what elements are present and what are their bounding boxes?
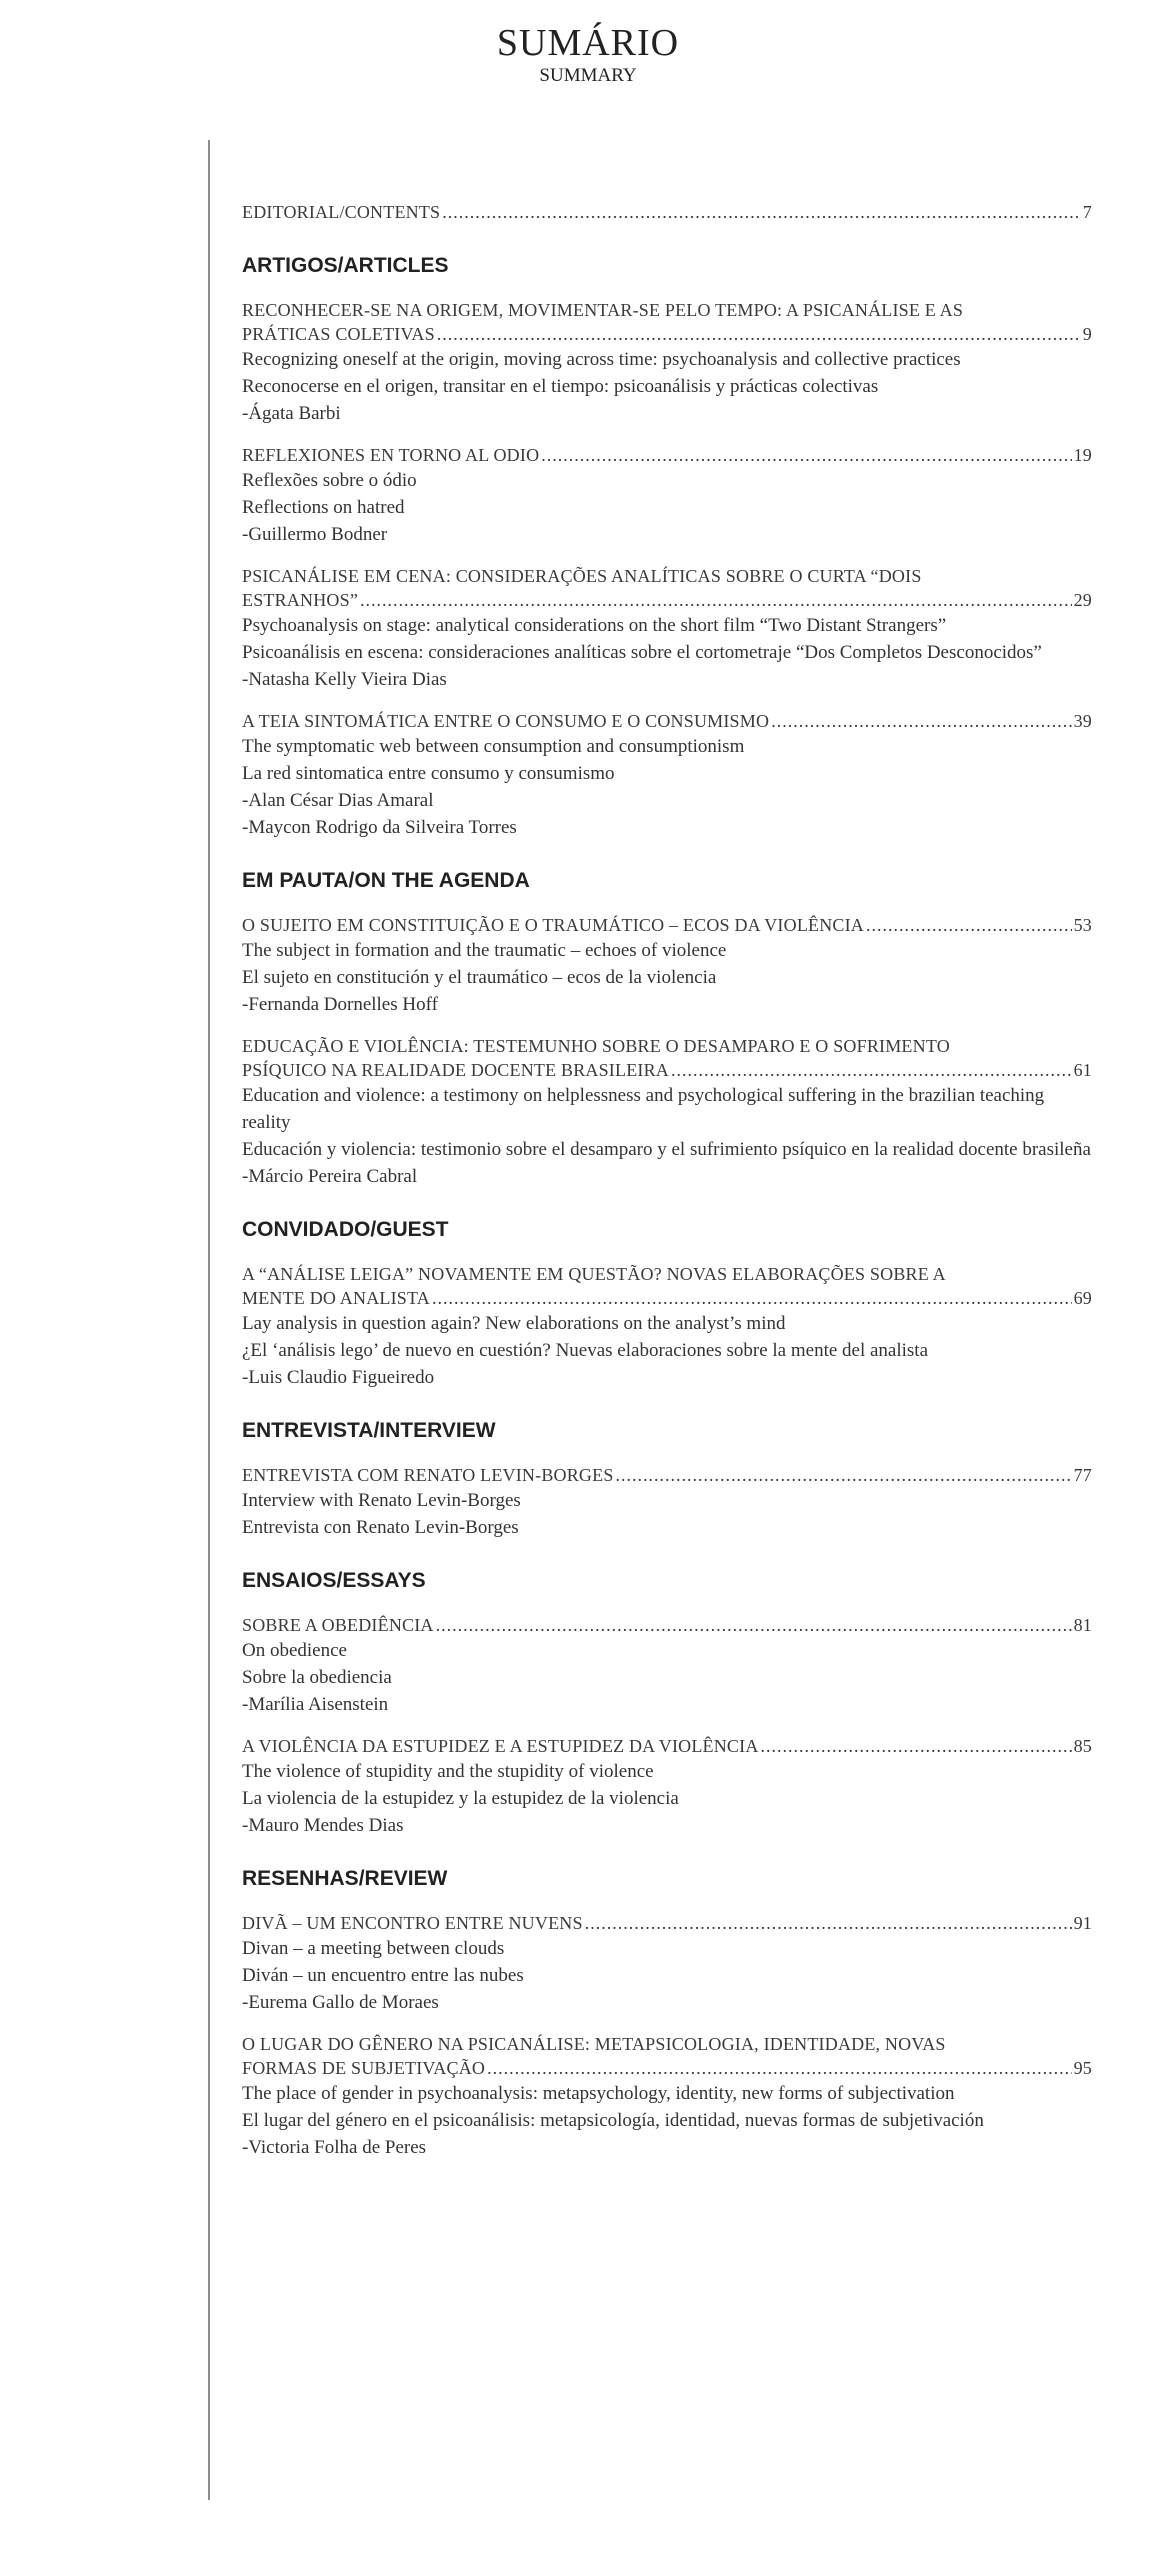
page-number: 95: [1073, 2058, 1092, 2078]
entry-translation: ¿El ‘análisis lego’ de nuevo en cuestión? Nuevas elaboraciones sobre la mente del analista: [242, 1340, 929, 1361]
page-number: 19: [1073, 445, 1092, 465]
entry-title-text: FORMAS DE SUBJETIVAÇÃO: [242, 2058, 486, 2078]
page-number: 91: [1073, 1913, 1092, 1933]
dot-leader: [671, 1058, 1072, 1082]
entry-translation: Reconocerse en el origen, transitar en el tiempo: psicoanálisis y prácticas colectivas: [242, 376, 879, 397]
entry-title-line: RECONHECER-SE NA ORIGEM, MOVIMENTAR-SE PELO TEMPO: A PSICANÁLISE E AS: [242, 300, 964, 320]
entry-title-line: [242, 1286, 1092, 1310]
toc-entry: [242, 913, 1092, 1018]
entry-title-text: MENTE DO ANALISTA: [242, 1288, 430, 1308]
entry-translation: Reflexões sobre o ódio: [242, 470, 417, 491]
entry-title-text: A TEIA SINTOMÁTICA ENTRE O CONSUMO E O CONSUMISMO: [242, 711, 770, 731]
entry-translation: La violencia de la estupidez y la estupidez de la violencia: [242, 1788, 679, 1809]
entry-title-line: [242, 443, 1092, 467]
toc-entry: [242, 1911, 1092, 2016]
entry-translation: Reflections on hatred: [242, 497, 405, 518]
editorial-label: EDITORIAL/CONTENTS: [242, 202, 441, 222]
entry-translation: Education and violence: a testimony on helplessness and psychological suffering in the brazilian teaching reality: [242, 1085, 1045, 1133]
editorial-page-number: 7: [1082, 202, 1092, 222]
entry-title-text: PRÁTICAS COLETIVAS: [242, 324, 435, 344]
entry-author: -Ágata Barbi: [242, 403, 341, 424]
page-number: 69: [1073, 1288, 1092, 1308]
dot-leader: [585, 1911, 1072, 1935]
entry-translation: Psychoanalysis on stage: analytical considerations on the short film “Two Distant Strangers”: [242, 615, 947, 636]
entry-title-line: [242, 1613, 1092, 1637]
entry-title-text: PSÍQUICO NA REALIDADE DOCENTE BRASILEIRA: [242, 1060, 669, 1080]
toc-entry: [242, 443, 1092, 548]
entry-title-line: A “ANÁLISE LEIGA” NOVAMENTE EM QUESTÃO? NOVAS ELABORAÇÕES SOBRE A: [242, 1264, 946, 1284]
entry-title-text: A VIOLÊNCIA DA ESTUPIDEZ E A ESTUPIDEZ DA VIOLÊNCIA: [242, 1736, 759, 1756]
toc-entry: [242, 298, 1092, 427]
entry-translation: Educación y violencia: testimonio sobre el desamparo y el sufrimiento psíquico en la realidad docente brasileña: [242, 1139, 1091, 1160]
dot-leader: [761, 1734, 1072, 1758]
page-number: 61: [1073, 1060, 1092, 1080]
dot-leader: [487, 2056, 1071, 2080]
entry-translation: On obedience: [242, 1640, 347, 1661]
page-title: SUMÁRIO: [496, 22, 680, 64]
entry-translation: The place of gender in psychoanalysis: metapsychology, identity, new forms of subjectivation: [242, 2083, 955, 2104]
entry-title-line: [242, 322, 1092, 346]
entry-title-text: ESTRANHOS”: [242, 590, 359, 610]
page-number: 29: [1073, 590, 1092, 610]
page-number: 53: [1073, 915, 1092, 935]
section-heading: CONVIDADO/GUEST: [242, 1218, 449, 1241]
entry-translation: Psicoanálisis en escena: consideraciones analíticas sobre el cortometraje “Dos Completos Desconocidos”: [242, 642, 1042, 663]
entry-author: -Marília Aisenstein: [242, 1694, 389, 1715]
page-number: 81: [1073, 1615, 1092, 1635]
entry-title-line: [242, 588, 1092, 612]
section-heading: ENSAIOS/ESSAYS: [242, 1569, 426, 1592]
entry-title-text: REFLEXIONES EN TORNO AL ODIO: [242, 445, 540, 465]
entry-title-line: EDUCAÇÃO E VIOLÊNCIA: TESTEMUNHO SOBRE O DESAMPARO E O SOFRIMENTO: [242, 1036, 950, 1056]
entry-author: -Eurema Gallo de Moraes: [242, 1992, 439, 2013]
entry-title-line: [242, 709, 1092, 733]
dot-leader: [442, 200, 1081, 224]
entry-title-line: [242, 913, 1092, 937]
entry-author: -Alan César Dias Amaral: [242, 790, 434, 811]
entry-author: -Luis Claudio Figueiredo: [242, 1367, 435, 1388]
dot-leader: [541, 443, 1071, 467]
toc-entry: [242, 1034, 1092, 1190]
entry-title-text: SOBRE A OBEDIÊNCIA: [242, 1615, 434, 1635]
entry-title-text: ENTREVISTA COM RENATO LEVIN-BORGES: [242, 1465, 614, 1485]
entry-translation: The symptomatic web between consumption and consumptionism: [242, 736, 745, 757]
entry-translation: The subject in formation and the traumatic – echoes of violence: [242, 940, 727, 961]
entry-translation: Divan – a meeting between clouds: [242, 1938, 505, 1959]
entry-title-line: [242, 1911, 1092, 1935]
toc-entry: [242, 1463, 1092, 1541]
entry-author: -Fernanda Dornelles Hoff: [242, 994, 438, 1015]
dot-leader: [771, 709, 1071, 733]
entry-translation: Recognizing oneself at the origin, moving across time: psychoanalysis and collective practices: [242, 349, 961, 370]
section-heading: ARTIGOS/ARTICLES: [242, 254, 449, 277]
section-heading: ENTREVISTA/INTERVIEW: [242, 1419, 496, 1442]
dot-leader: [437, 322, 1081, 346]
entry-title-line: [242, 2056, 1092, 2080]
entry-author: -Victoria Folha de Peres: [242, 2137, 427, 2158]
entry-translation: Sobre la obediencia: [242, 1667, 392, 1688]
entry-translation: The violence of stupidity and the stupidity of violence: [242, 1761, 654, 1782]
page-number: 85: [1073, 1736, 1092, 1756]
entry-translation: Lay analysis in question again? New elaborations on the analyst’s mind: [242, 1313, 786, 1334]
entry-author: -Maycon Rodrigo da Silveira Torres: [242, 817, 517, 838]
toc-entry: [242, 709, 1092, 841]
entry-translation: La red sintomatica entre consumo y consumismo: [242, 763, 615, 784]
page-subtitle: SUMMARY: [539, 65, 637, 86]
dot-leader: [436, 1613, 1072, 1637]
entry-translation: Interview with Renato Levin-Borges: [242, 1490, 521, 1511]
toc-entry-editorial: [242, 200, 1092, 224]
entry-title-line: [242, 1058, 1092, 1082]
margin-rule: [208, 140, 210, 2500]
entry-translation: Entrevista con Renato Levin-Borges: [242, 1517, 519, 1538]
toc-entry: [242, 564, 1092, 693]
entry-title-line: O LUGAR DO GÊNERO NA PSICANÁLISE: METAPSICOLOGIA, IDENTIDADE, NOVAS: [242, 2034, 946, 2054]
dot-leader: [432, 1286, 1072, 1310]
entry-title-text: DIVÃ – UM ENCONTRO ENTRE NUVENS: [242, 1913, 583, 1933]
dot-leader: [360, 588, 1072, 612]
entry-author: -Guillermo Bodner: [242, 524, 388, 545]
section-heading: RESENHAS/REVIEW: [242, 1867, 448, 1890]
page-number: 9: [1082, 324, 1092, 344]
table-of-contents: [242, 200, 1092, 2177]
toc-entry: [242, 2032, 1092, 2161]
entry-translation: El sujeto en constitución y el traumático – ecos de la violencia: [242, 967, 717, 988]
dot-leader: [616, 1463, 1072, 1487]
toc-entry: [242, 1613, 1092, 1718]
page-number: 39: [1073, 711, 1092, 731]
entry-author: -Mauro Mendes Dias: [242, 1815, 404, 1836]
entry-translation: Diván – un encuentro entre las nubes: [242, 1965, 524, 1986]
entry-author: -Natasha Kelly Vieira Dias: [242, 669, 447, 690]
entry-title-line: PSICANÁLISE EM CENA: CONSIDERAÇÕES ANALÍTICAS SOBRE O CURTA “DOIS: [242, 566, 922, 586]
page-number: 77: [1073, 1465, 1092, 1485]
entry-title-line: [242, 1734, 1092, 1758]
entry-title-line: [242, 1463, 1092, 1487]
entry-translation: El lugar del género en el psicoanálisis: metapsicología, identidad, nuevas formas de subjetivación: [242, 2110, 984, 2131]
entry-author: -Márcio Pereira Cabral: [242, 1166, 418, 1187]
toc-entry: [242, 1262, 1092, 1391]
section-heading: EM PAUTA/ON THE AGENDA: [242, 869, 530, 892]
dot-leader: [866, 913, 1072, 937]
toc-entry: [242, 1734, 1092, 1839]
entry-title-text: O SUJEITO EM CONSTITUIÇÃO E O TRAUMÁTICO – ECOS DA VIOLÊNCIA: [242, 915, 865, 935]
